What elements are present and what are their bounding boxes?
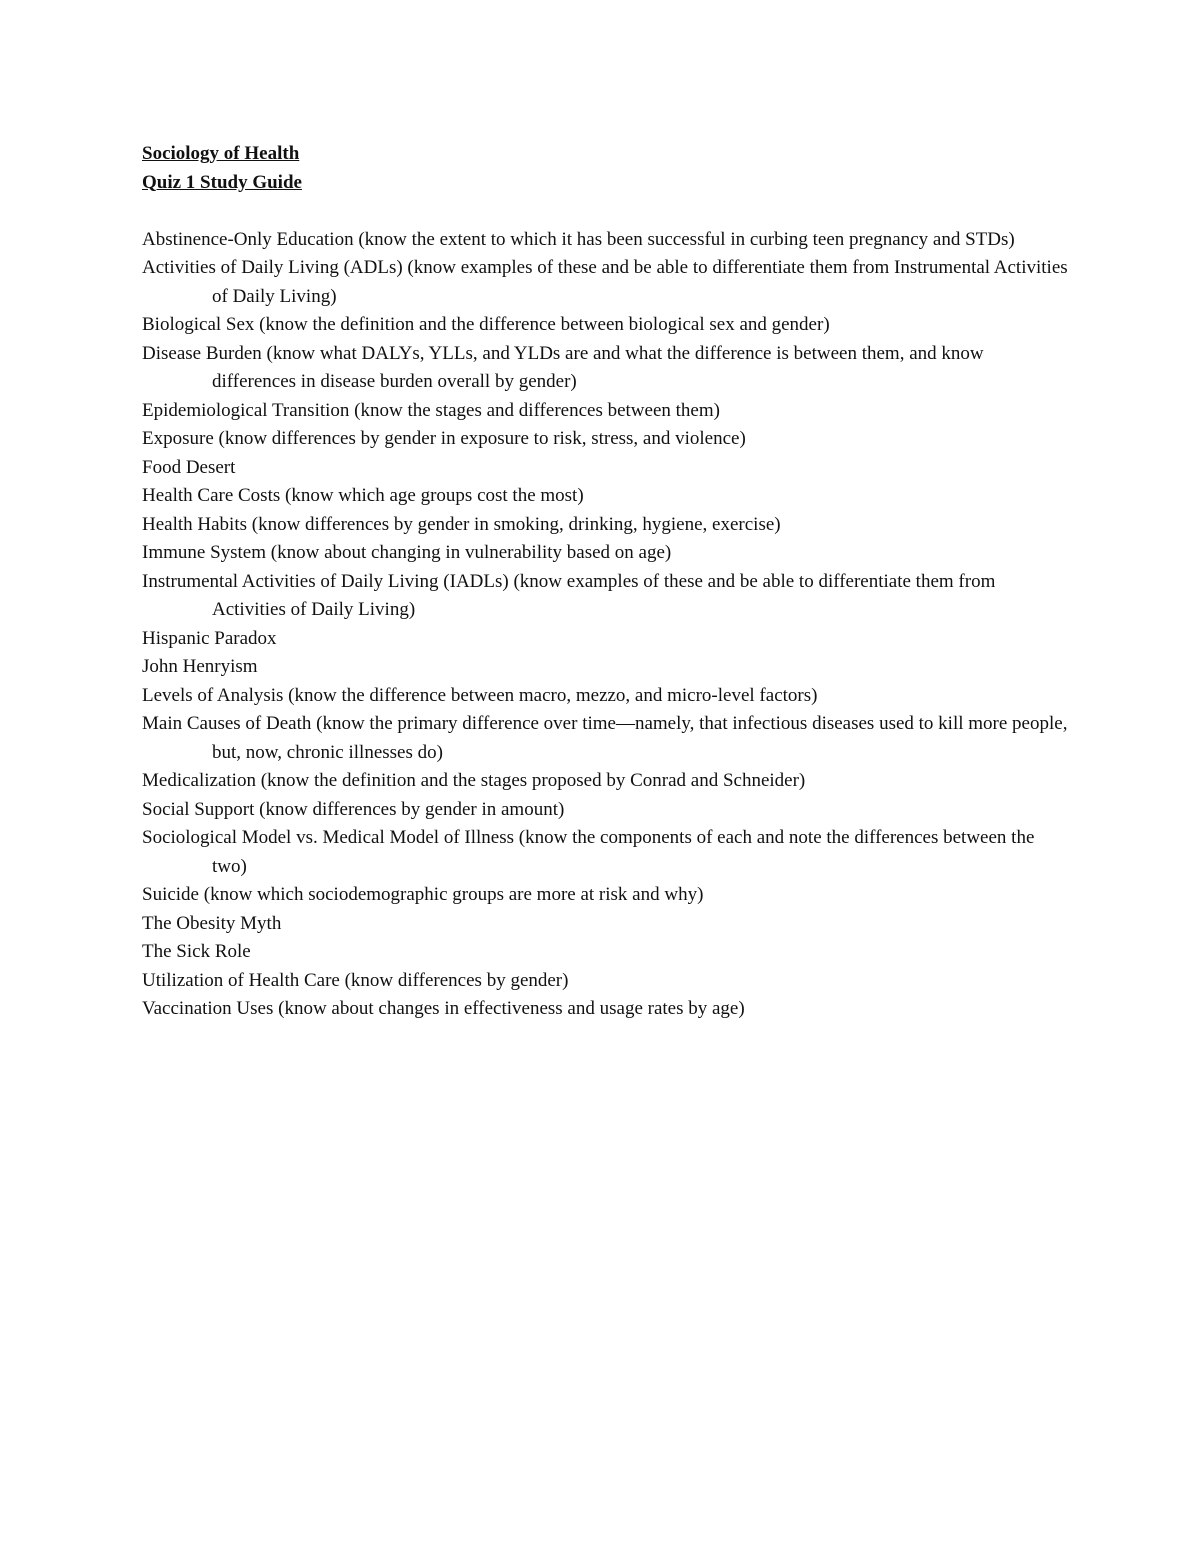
study-topic: The Sick Role bbox=[142, 941, 251, 962]
study-topic: Medicalization (know the definition and the stages proposed by Conrad and Schneider) bbox=[142, 770, 806, 791]
title-spacer bbox=[142, 197, 1072, 226]
study-topic: Disease Burden (know what DALYs, YLLs, and YLDs are and what the difference is between them, and know differences in disease burden overall by gender) bbox=[142, 342, 984, 392]
study-topic-list bbox=[142, 226, 1072, 1024]
study-topic: Biological Sex (know the definition and the difference between biological sex and gender) bbox=[142, 314, 830, 335]
study-topic: Immune System (know about changing in vulnerability based on age) bbox=[142, 542, 672, 563]
study-topic: Social Support (know differences by gender in amount) bbox=[142, 798, 565, 820]
study-topic: Levels of Analysis (know the difference between macro, mezzo, and micro-level factors) bbox=[142, 684, 818, 706]
study-topic: Epidemiological Transition (know the stages and differences between them) bbox=[142, 399, 720, 421]
study-topic: Hispanic Paradox bbox=[142, 627, 277, 649]
study-topic: Abstinence-Only Education (know the extent to which it has been successful in curbing teen pregnancy and STDs) bbox=[142, 228, 1015, 250]
study-topic: John Henryism bbox=[142, 656, 258, 677]
document-content bbox=[142, 140, 1072, 1024]
study-topic: Vaccination Uses (know about changes in effectiveness and usage rates by age) bbox=[142, 998, 745, 1019]
study-topic: Instrumental Activities of Daily Living (IADLs) (know examples of these and be able to differentiate them from Activities of Daily Living) bbox=[142, 570, 996, 620]
study-topic: Health Care Costs (know which age groups cost the most) bbox=[142, 485, 584, 506]
study-topic: Health Habits (know differences by gender in smoking, drinking, hygiene, exercise) bbox=[142, 513, 781, 535]
study-topic: Main Causes of Death (know the primary difference over time—namely, that infectious diseases used to kill more people, but, now, chronic illnesses do) bbox=[142, 713, 1068, 763]
study-topic: Sociological Model vs. Medical Model of Illness (know the components of each and note the differences between the two) bbox=[142, 827, 1035, 877]
course-title: Sociology of Health bbox=[142, 143, 300, 164]
study-topic: Exposure (know differences by gender in exposure to risk, stress, and violence) bbox=[142, 428, 746, 449]
study-topic: Food Desert bbox=[142, 456, 236, 478]
study-topic: Utilization of Health Care (know differences by gender) bbox=[142, 969, 569, 991]
study-topic: Activities of Daily Living (ADLs) (know examples of these and be able to differentiate them from Instrumental Activities of Daily Living) bbox=[142, 257, 1068, 307]
guide-title: Quiz 1 Study Guide bbox=[142, 171, 302, 193]
study-topic: The Obesity Myth bbox=[142, 912, 282, 934]
study-topic: Suicide (know which sociodemographic groups are more at risk and why) bbox=[142, 884, 704, 905]
